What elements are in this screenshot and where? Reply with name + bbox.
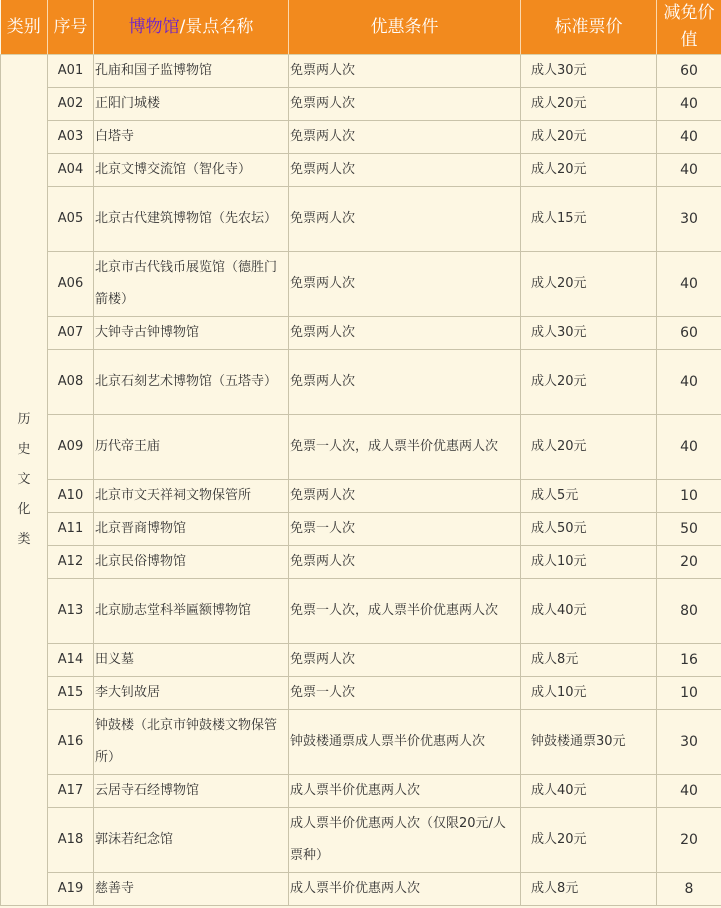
- condition-cell: 免票两人次: [289, 252, 521, 317]
- table-row: [1, 579, 721, 644]
- code-cell: A02: [48, 88, 94, 121]
- value-cell: 20: [657, 546, 721, 579]
- header-category: 类别: [1, 0, 48, 55]
- code-cell: A12: [48, 546, 94, 579]
- value-cell: 40: [657, 350, 721, 415]
- header-name-rest: /景点名称: [179, 16, 254, 37]
- price-cell: 成人50元: [521, 513, 657, 546]
- value-cell: 20: [657, 808, 721, 873]
- value-cell: 40: [657, 252, 721, 317]
- table-row: [1, 187, 721, 252]
- table-row: [1, 873, 721, 906]
- name-cell: 北京市文天祥祠文物保管所: [94, 480, 289, 513]
- code-cell: A19: [48, 873, 94, 906]
- code-cell: A08: [48, 350, 94, 415]
- table-row: [1, 775, 721, 808]
- name-cell: 慈善寺: [94, 873, 289, 906]
- price-cell: 成人20元: [521, 350, 657, 415]
- name-cell: 北京晋商博物馆: [94, 513, 289, 546]
- value-cell: 40: [657, 121, 721, 154]
- condition-cell: 免票两人次: [289, 644, 521, 677]
- name-cell: 孔庙和国子监博物馆: [94, 55, 289, 88]
- header-serial: 序号: [48, 0, 94, 55]
- price-cell: 成人15元: [521, 187, 657, 252]
- price-cell: 成人20元: [521, 121, 657, 154]
- code-cell: A11: [48, 513, 94, 546]
- table-row: [1, 546, 721, 579]
- code-cell: A15: [48, 677, 94, 710]
- condition-cell: 免票两人次: [289, 154, 521, 187]
- price-cell: 成人40元: [521, 579, 657, 644]
- table-row: [1, 317, 721, 350]
- code-cell: A03: [48, 121, 94, 154]
- condition-cell: 免票一人次: [289, 513, 521, 546]
- price-cell: 钟鼓楼通票30元: [521, 710, 657, 775]
- code-cell: A06: [48, 252, 94, 317]
- value-cell: 80: [657, 579, 721, 644]
- value-cell: 8: [657, 873, 721, 906]
- price-cell: 成人30元: [521, 317, 657, 350]
- price-cell: 成人8元: [521, 873, 657, 906]
- name-cell: 北京古代建筑博物馆（先农坛）: [94, 187, 289, 252]
- header-price: 标准票价: [521, 0, 657, 55]
- condition-cell: 成人票半价优惠两人次（仅限20元/人票种）: [289, 808, 521, 873]
- condition-cell: 免票两人次: [289, 480, 521, 513]
- condition-cell: 成人票半价优惠两人次: [289, 775, 521, 808]
- header-reduction: [657, 0, 721, 55]
- value-cell: 30: [657, 710, 721, 775]
- header-condition: 优惠条件: [289, 0, 521, 55]
- condition-cell: 免票两人次: [289, 317, 521, 350]
- category-cell: [1, 55, 48, 906]
- condition-cell: 免票两人次: [289, 121, 521, 154]
- table-row: [1, 644, 721, 677]
- table-row: [1, 121, 721, 154]
- price-cell: 成人20元: [521, 252, 657, 317]
- code-cell: A17: [48, 775, 94, 808]
- name-cell: 北京励志堂科举匾额博物馆: [94, 579, 289, 644]
- table-row: [1, 677, 721, 710]
- header-name-link[interactable]: 博物馆: [128, 16, 180, 37]
- price-cell: 成人20元: [521, 154, 657, 187]
- value-cell: 40: [657, 154, 721, 187]
- condition-cell: 免票两人次: [289, 88, 521, 121]
- name-cell: 钟鼓楼（北京市钟鼓楼文物保管所）: [94, 710, 289, 775]
- condition-cell: 免票两人次: [289, 55, 521, 88]
- table-row: [1, 154, 721, 187]
- name-cell: 北京民俗博物馆: [94, 546, 289, 579]
- price-cell: 成人10元: [521, 546, 657, 579]
- condition-cell: 免票一人次，成人票半价优惠两人次: [289, 415, 521, 480]
- table-row: [1, 415, 721, 480]
- code-cell: A16: [48, 710, 94, 775]
- table-row: [1, 513, 721, 546]
- name-cell: 大钟寺古钟博物馆: [94, 317, 289, 350]
- table-row: [1, 710, 721, 775]
- name-cell: 北京市古代钱币展览馆（德胜门箭楼）: [94, 252, 289, 317]
- name-cell: 历代帝王庙: [94, 415, 289, 480]
- value-cell: 60: [657, 55, 721, 88]
- code-cell: A04: [48, 154, 94, 187]
- code-cell: A05: [48, 187, 94, 252]
- value-cell: 30: [657, 187, 721, 252]
- header-name: [94, 0, 289, 55]
- value-cell: 16: [657, 644, 721, 677]
- price-cell: 成人30元: [521, 55, 657, 88]
- condition-cell: 钟鼓楼通票成人票半价优惠两人次: [289, 710, 521, 775]
- name-cell: 正阳门城楼: [94, 88, 289, 121]
- value-cell: 60: [657, 317, 721, 350]
- price-cell: 成人8元: [521, 644, 657, 677]
- price-cell: 成人5元: [521, 480, 657, 513]
- price-cell: 成人20元: [521, 88, 657, 121]
- value-cell: 40: [657, 88, 721, 121]
- price-cell: 成人10元: [521, 677, 657, 710]
- code-cell: A10: [48, 480, 94, 513]
- name-cell: 北京文博交流馆（智化寺）: [94, 154, 289, 187]
- table-row: [1, 480, 721, 513]
- name-cell: 李大钊故居: [94, 677, 289, 710]
- table-row: [1, 808, 721, 873]
- name-cell: 郭沫若纪念馆: [94, 808, 289, 873]
- table-row: [1, 350, 721, 415]
- code-cell: A09: [48, 415, 94, 480]
- condition-cell: 免票两人次: [289, 350, 521, 415]
- price-cell: 成人40元: [521, 775, 657, 808]
- header-row: [1, 0, 721, 55]
- code-cell: A13: [48, 579, 94, 644]
- header-reduction-label: 减免价值: [663, 3, 715, 50]
- table-row: [1, 88, 721, 121]
- condition-cell: 免票一人次，成人票半价优惠两人次: [289, 579, 521, 644]
- condition-cell: 免票一人次: [289, 677, 521, 710]
- condition-cell: 免票两人次: [289, 187, 521, 252]
- code-cell: A14: [48, 644, 94, 677]
- code-cell: A07: [48, 317, 94, 350]
- category-label: 历史文化类: [17, 412, 31, 547]
- code-cell: A18: [48, 808, 94, 873]
- condition-cell: 免票两人次: [289, 546, 521, 579]
- table-body: [1, 55, 721, 906]
- name-cell: 田义墓: [94, 644, 289, 677]
- condition-cell: 成人票半价优惠两人次: [289, 873, 521, 906]
- value-cell: 10: [657, 480, 721, 513]
- value-cell: 40: [657, 415, 721, 480]
- table-row: [1, 252, 721, 317]
- value-cell: 50: [657, 513, 721, 546]
- name-cell: 云居寺石经博物馆: [94, 775, 289, 808]
- price-cell: 成人20元: [521, 415, 657, 480]
- name-cell: 北京石刻艺术博物馆（五塔寺）: [94, 350, 289, 415]
- table-row: [1, 55, 721, 88]
- name-cell: 白塔寺: [94, 121, 289, 154]
- price-cell: 成人20元: [521, 808, 657, 873]
- value-cell: 10: [657, 677, 721, 710]
- value-cell: 40: [657, 775, 721, 808]
- code-cell: A01: [48, 55, 94, 88]
